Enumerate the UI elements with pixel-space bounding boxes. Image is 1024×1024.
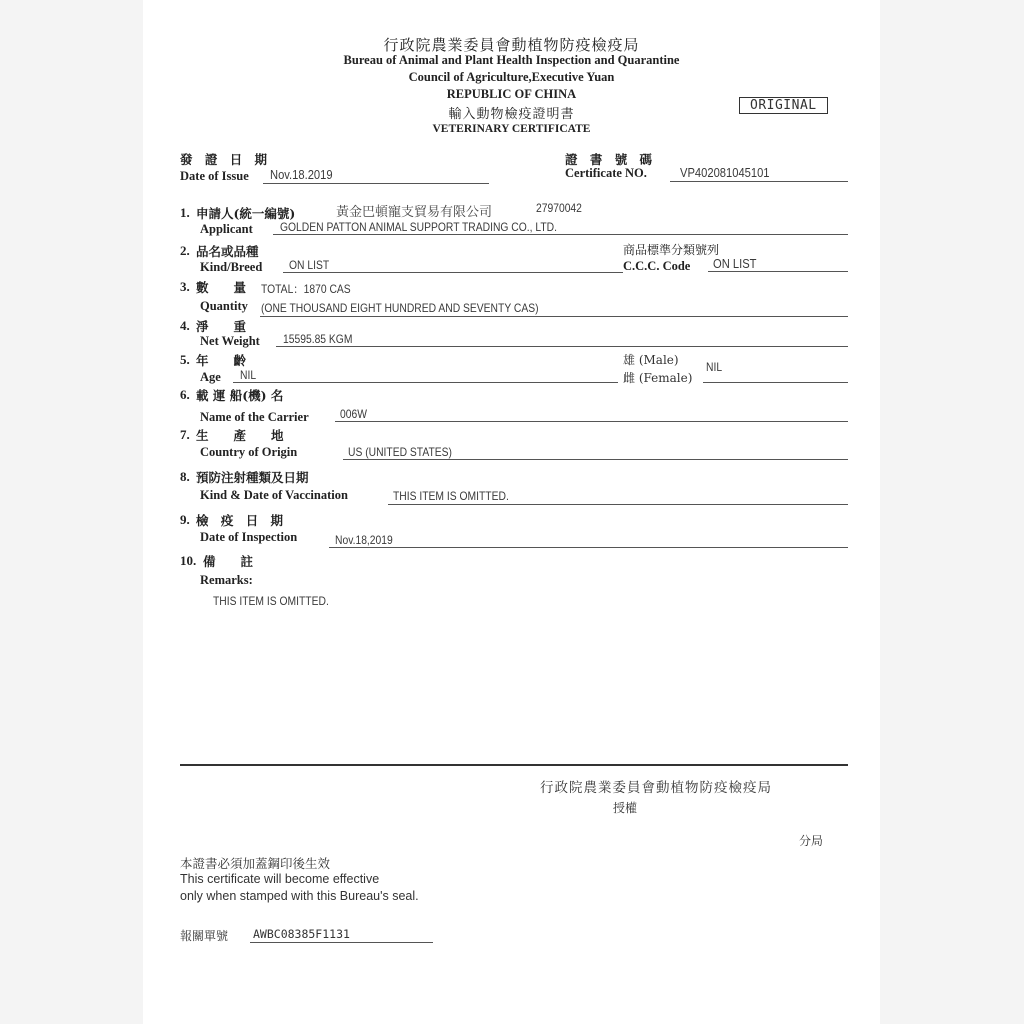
- vaccination-label: Kind & Date of Vaccination: [200, 488, 348, 502]
- quantity-line: [260, 316, 848, 317]
- republic-name: REPUBLIC OF CHINA: [446, 87, 577, 101]
- inspection-label-zh: 檢 疫 日 期: [196, 513, 288, 528]
- council-name: Council of Agriculture,Executive Yuan: [408, 70, 615, 84]
- applicant-label: Applicant: [200, 222, 253, 236]
- carrier-label-zh: 載 運 船(機) 名: [196, 388, 284, 403]
- female-label: 雌 (Female): [623, 371, 693, 385]
- field-number: 9.: [180, 512, 190, 527]
- applicant-value: GOLDEN PATTON ANIMAL SUPPORT TRADING CO., LTD.: [280, 220, 557, 234]
- seal-note-en-1: This certificate will become effective: [180, 872, 380, 886]
- field-number: 10.: [180, 553, 197, 568]
- applicant-name-zh: 黃金巴頓寵支貿易有限公司: [336, 205, 493, 220]
- carrier-label: Name of the Carrier: [200, 410, 309, 424]
- field-number: 1.: [180, 205, 190, 220]
- field-number: 7.: [180, 427, 190, 442]
- carrier-value: 006W: [340, 407, 367, 421]
- document-title-en: VETERINARY CERTIFICATE: [432, 123, 591, 135]
- date-of-issue-label: Date of Issue: [180, 169, 249, 183]
- applicant-line: [273, 234, 848, 235]
- original-stamp: ORIGINAL: [739, 97, 828, 114]
- quantity-label: Quantity: [200, 299, 248, 313]
- inspection-value: Nov.18,2019: [335, 533, 393, 547]
- origin-label: Country of Origin: [200, 445, 298, 459]
- origin-value: US (UNITED STATES): [348, 445, 452, 459]
- footer-bureau-zh: 行政院農業委員會動植物防疫檢疫局: [540, 780, 772, 796]
- field-number: 5.: [180, 352, 190, 367]
- date-of-issue-value: Nov.18.2019: [270, 167, 333, 182]
- customs-line: [250, 942, 433, 943]
- quantity-total: TOTAL：1870 CAS: [261, 282, 351, 296]
- remarks-label-zh: 備 註: [203, 554, 254, 569]
- date-of-issue-line: [263, 183, 489, 184]
- field-number: 2.: [180, 243, 190, 258]
- age-label-zh: 年 齡: [196, 353, 247, 368]
- kind-value: ON LIST: [289, 258, 330, 272]
- certificate-no-value: VP402081045101: [680, 165, 770, 180]
- inspection-line: [329, 547, 848, 548]
- customs-value: AWBC08385F1131: [253, 927, 350, 941]
- net-weight-label-zh: 淨 重: [196, 319, 247, 334]
- kind-label-zh: 品名或品種: [196, 244, 259, 259]
- quantity-label-zh: 數 量: [196, 280, 247, 295]
- certificate-no-label: Certificate NO.: [565, 166, 647, 180]
- seal-note-en-2: only when stamped with this Bureau's seal.: [180, 889, 419, 903]
- branch-label: 分局: [799, 834, 824, 848]
- bureau-title-en: Bureau of Animal and Plant Health Inspection and Quarantine: [343, 53, 680, 67]
- field-number: 3.: [180, 279, 190, 294]
- bureau-title-zh: 行政院農業委員會動植物防疫檢疫局: [383, 36, 640, 54]
- ccc-label-zh: 商品標準分類號列: [623, 243, 720, 257]
- document-title-zh: 輸入動物檢疫證明書: [448, 107, 575, 122]
- field-number: 6.: [180, 387, 190, 402]
- remarks-value: THIS ITEM IS OMITTED.: [213, 594, 329, 608]
- quantity-value: (ONE THOUSAND EIGHT HUNDRED AND SEVENTY CAS): [261, 301, 539, 315]
- certificate-page: [143, 0, 880, 1024]
- certificate-no-line: [670, 181, 848, 182]
- ccc-line: [708, 271, 848, 272]
- kind-label: Kind/Breed: [200, 260, 263, 274]
- age-label: Age: [200, 370, 221, 384]
- net-weight-label: Net Weight: [200, 334, 260, 348]
- field-number: 8.: [180, 469, 190, 484]
- net-weight-line: [276, 346, 848, 347]
- vaccination-value: THIS ITEM IS OMITTED.: [393, 489, 509, 503]
- inspection-label: Date of Inspection: [200, 530, 298, 544]
- net-weight-value: 15595.85 KGM: [283, 332, 353, 346]
- authorized-label: 授權: [613, 801, 638, 815]
- date-of-issue-label-zh: 發 證 日 期: [180, 152, 272, 167]
- origin-label-zh: 生 產 地: [196, 428, 284, 443]
- certificate-no-label-zh: 證 書 號 碼: [565, 152, 657, 167]
- carrier-line: [335, 421, 848, 422]
- applicant-label-zh: 申請人(統一編號): [196, 206, 296, 221]
- male-label: 雄 (Male): [623, 353, 679, 367]
- sex-line: [703, 382, 848, 383]
- vaccination-label-zh: 預防注射種類及日期: [196, 470, 309, 485]
- ccc-value: ON LIST: [713, 256, 757, 271]
- customs-label-zh: 報關單號: [180, 929, 229, 943]
- applicant-id: 27970042: [536, 201, 582, 215]
- age-value: NIL: [240, 368, 257, 382]
- sex-value: NIL: [706, 360, 723, 374]
- footer-divider: [180, 764, 848, 766]
- kind-line: [283, 272, 623, 273]
- origin-line: [343, 459, 848, 460]
- field-number: 4.: [180, 318, 190, 333]
- vaccination-line: [388, 504, 848, 505]
- remarks-label: Remarks:: [200, 573, 253, 587]
- ccc-label: C.C.C. Code: [623, 259, 691, 273]
- seal-note-zh: 本證書必須加蓋鋼印後生效: [180, 856, 331, 871]
- age-line: [233, 382, 618, 383]
